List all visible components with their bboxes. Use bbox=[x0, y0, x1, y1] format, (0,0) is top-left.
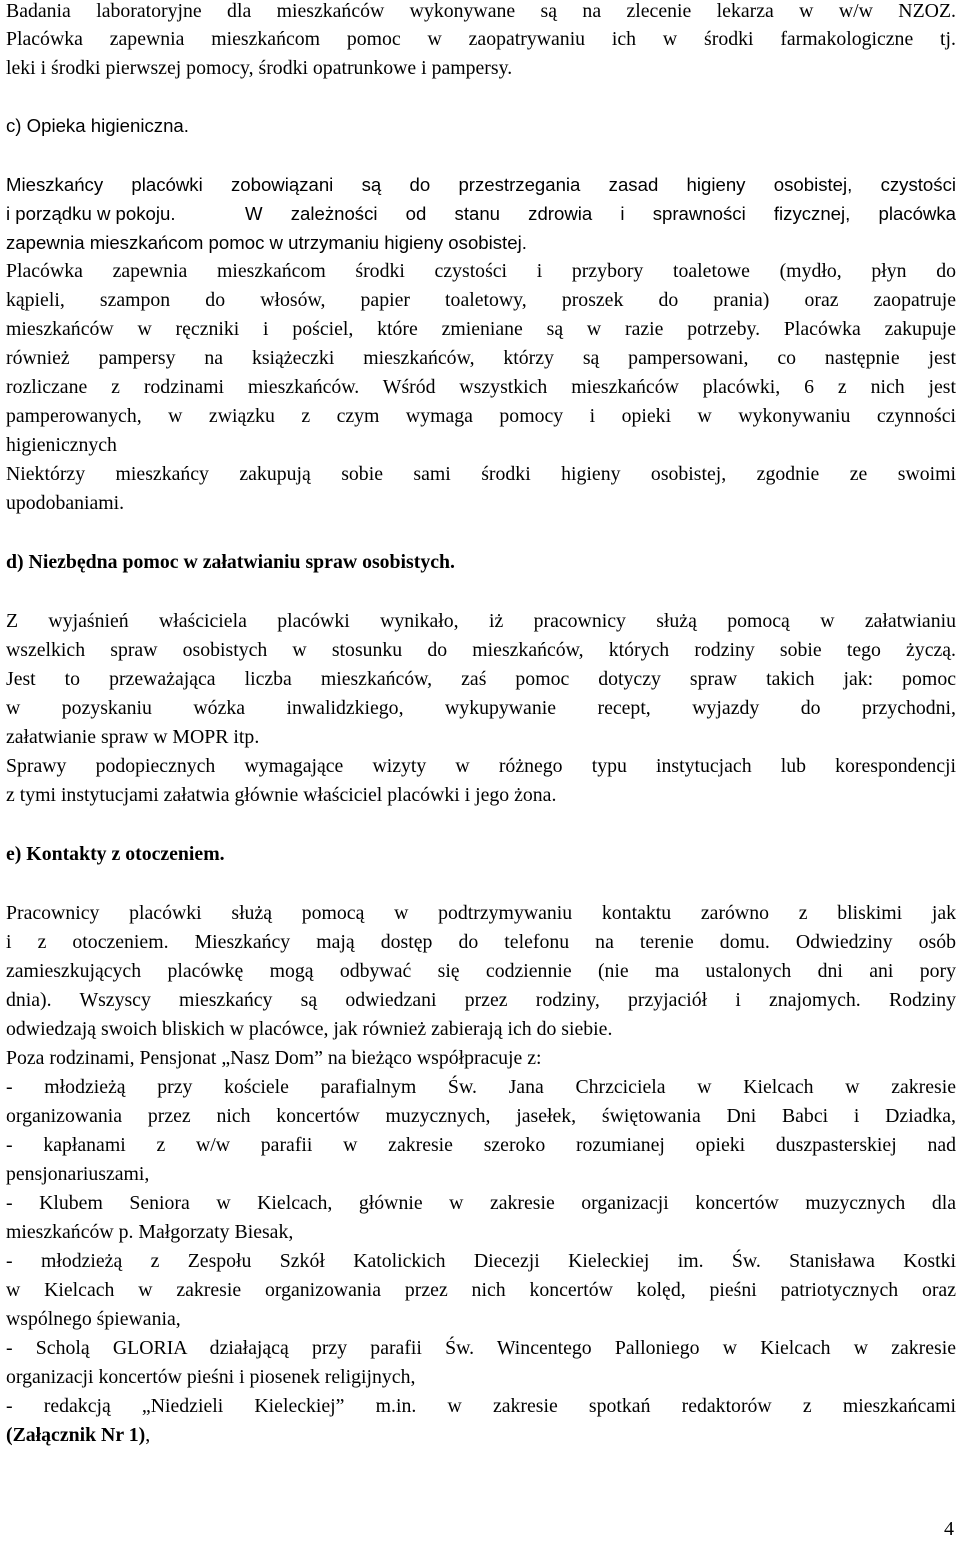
text-line: pensjonariuszami, bbox=[6, 1163, 150, 1185]
text-line: mieszkańców p. Małgorzaty Biesak, bbox=[6, 1221, 294, 1243]
section-heading-d: d) Niezbędna pomoc w załatwianiu spraw osobistych. bbox=[6, 551, 455, 573]
list-item: - Scholą GLORIA działającą przy parafii Św. Wincentego Palloniego w Kielcach w zakresie bbox=[6, 1337, 956, 1359]
text-line: upodobaniami. bbox=[6, 492, 125, 514]
text-line: Sprawy podopiecznych wymagające wizyty w różnego typu instytucjach lub korespondencji bbox=[6, 755, 956, 777]
text-line: W zależności od stanu zdrowia i sprawności fizycznej, placówka bbox=[245, 203, 956, 224]
list-item: - młodzieżą przy kościele parafialnym Św. Jana Chrzciciela w Kielcach w zakresie bbox=[6, 1076, 956, 1098]
text-line: Mieszkańcy placówki zobowiązani są do przestrzegania zasad higieny osobistej, czystości bbox=[6, 174, 956, 195]
text-line: w pozyskaniu wózka inwalidzkiego, wykupywanie recept, wyjazdy do przychodni, bbox=[6, 697, 956, 719]
text-line: i porządku w pokoju. bbox=[6, 203, 176, 224]
text-line: Pracownicy placówki służą pomocą w podtrzymywaniu kontaktu zarówno z bliskimi jak bbox=[6, 902, 956, 924]
text-line: dnia). Wszyscy mieszkańcy są odwiedzani przez rodziny, przyjaciół i znajomych. Rodziny bbox=[6, 989, 956, 1011]
text-line: organizacji koncertów pieśni i piosenek religijnych, bbox=[6, 1366, 416, 1388]
page-number: 4 bbox=[944, 1518, 954, 1540]
text-line: również pampersy na książeczki mieszkańców, którzy są pampersowani, co następnie jest bbox=[6, 347, 956, 369]
list-item: - młodzieżą z Zespołu Szkół Katolickich Diecezji Kieleckiej im. Św. Stanisława Kostki bbox=[6, 1250, 956, 1272]
text-line: zapewnia mieszkańcom pomoc w utrzymaniu higieny osobistej. bbox=[6, 232, 527, 253]
section-heading-c: c) Opieka higieniczna. bbox=[6, 115, 189, 136]
text-line: mieszkańców w ręczniki i pościel, które zmieniane są w razie potrzeby. Placówka zakupuje bbox=[6, 318, 956, 340]
attachment-reference: (Załącznik Nr 1), bbox=[6, 1424, 151, 1446]
text-line: kąpieli, szampon do włosów, papier toaletowy, proszek do prania) oraz zaopatruje bbox=[6, 289, 956, 311]
text-line: wszelkich spraw osobistych w stosunku do mieszkańców, których rodziny sobie tego życzą. bbox=[6, 639, 956, 661]
text-line: Placówka zapewnia mieszkańcom środki czystości i przybory toaletowe (mydło, płyn do bbox=[6, 260, 956, 282]
list-item: - kapłanami z w/w parafii w zakresie szeroko rozumianej opieki duszpasterskiej nad bbox=[6, 1134, 956, 1156]
section-heading-e: e) Kontakty z otoczeniem. bbox=[6, 843, 225, 865]
text-line: Z wyjaśnień właściciela placówki wynikało, iż pracownicy służą pomocą w załatwianiu bbox=[6, 610, 956, 632]
list-item: - redakcją „Niedzieli Kieleckiej” m.in. w zakresie spotkań redaktorów z mieszkańcami bbox=[6, 1395, 956, 1417]
text-line: Niektórzy mieszkańcy zakupują sobie sami środki higieny osobistej, zgodnie ze swoimi bbox=[6, 463, 956, 485]
text-line: Badania laboratoryjne dla mieszkańców wykonywane są na zlecenie lekarza w w/w NZOZ. bbox=[6, 0, 956, 22]
text-line: w Kielcach w zakresie organizowania przez nich koncertów kolęd, pieśni patriotycznych oraz bbox=[6, 1279, 956, 1301]
text-line: Jest to przeważająca liczba mieszkańców, zaś pomoc dotyczy spraw takich jak: pomoc bbox=[6, 668, 956, 690]
text-line: higienicznych bbox=[6, 434, 117, 456]
text-line: organizowania przez nich koncertów muzycznych, jasełek, świętowania Dni Babci i Dziadka, bbox=[6, 1105, 956, 1127]
text-line: leki i środki pierwszej pomocy, środki opatrunkowe i pampersy. bbox=[6, 57, 513, 79]
text-line: z tymi instytucjami załatwia głównie właściciel placówki i jego żona. bbox=[6, 784, 557, 806]
list-item: - Klubem Seniora w Kielcach, głównie w zakresie organizacji koncertów muzycznych dla bbox=[6, 1192, 956, 1214]
text-line: rozliczane z rodzinami mieszkańców. Wśród wszystkich mieszkańców placówki, 6 z nich jest bbox=[6, 376, 956, 398]
text-line: pamperowanych, w związku z czym wymaga pomocy i opieki w wykonywaniu czynności bbox=[6, 405, 956, 427]
text-line: i z otoczeniem. Mieszkańcy mają dostęp do telefonu na terenie domu. Odwiedziny osób bbox=[6, 931, 956, 953]
text-line: odwiedzają swoich bliskich w placówce, jak również zabierają ich do siebie. bbox=[6, 1018, 613, 1040]
text-line: wspólnego śpiewania, bbox=[6, 1308, 181, 1330]
text-line: Placówka zapewnia mieszkańcom pomoc w zaopatrywaniu ich w środki farmakologiczne tj. bbox=[6, 28, 956, 50]
text-line: zamieszkujących placówkę mogą odbywać się codziennie (nie ma ustalonych dni ani pory bbox=[6, 960, 956, 982]
text-line: załatwianie spraw w MOPR itp. bbox=[6, 726, 260, 748]
text-line: Poza rodzinami, Pensjonat „Nasz Dom” na bieżąco współpracuje z: bbox=[6, 1047, 542, 1069]
